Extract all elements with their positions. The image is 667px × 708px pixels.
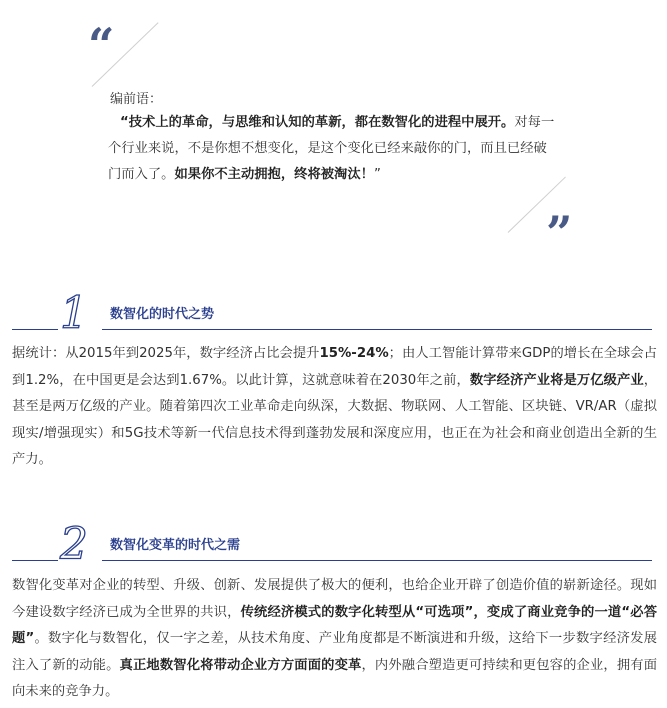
body-text: 。数字化与数智化，仅一字之差，从技术角度、产业角度都是不断演进和升级，这给下一步数字经济发展注入了新的动能。: [12, 631, 657, 673]
emphasis-text: 数字经济产业将是万亿级产业: [469, 372, 644, 388]
close-quote-icon: ”: [546, 206, 573, 260]
emphasis-text: 真正地数智化将带动企业方方面面的变革: [119, 657, 362, 673]
section-number: 1: [60, 288, 88, 339]
editor-note-label: 编前语：: [110, 92, 163, 107]
section-rule: [102, 560, 652, 561]
section-title: 数智化的时代之势: [110, 307, 215, 322]
section-rule: [102, 329, 652, 330]
section-heading-2: [0, 519, 667, 570]
section-rule-left: [12, 560, 58, 561]
emphasis-text: 如果你不主动拥抱，终将被淘汰！: [174, 167, 374, 182]
section-heading-1: [0, 288, 667, 339]
section-number: 2: [60, 519, 88, 570]
body-text: ，甚至是两万亿级的产业。随着第四次工业革命走向纵深，大数据、物联网、人工智能、区块链、VR/AR（虚拟现实/增强现实）和5G技术等新一代信息技术得到蓬勃发展和深度应用，也正在为社会和商业创造出全新的生产力。: [12, 372, 657, 467]
emphasis-text: “技术上的革命，与思维和认知的革新，都在数智化的进程中展开。: [120, 115, 515, 130]
body-text: 数智化变革对企业的转型、升级、创新、发展提供了极大的便利，也给企业开辟了创造价值的崭新途径。现如今建设数字经济已成为全世界的共识，: [12, 578, 657, 620]
section-1-paragraph: [12, 341, 657, 474]
body-text: 据统计：从2015年到2025年，数字经济占比会提升: [12, 346, 320, 361]
section-title: 数智化变革的时代之需: [110, 538, 241, 553]
emphasis-text: 传统经济模式的数字化转型从“可选项”，变成了商业竞争的一道“必答题”: [12, 604, 658, 646]
body-text: ”: [373, 167, 381, 182]
emphasis-text: 15%-24%: [319, 346, 389, 361]
body-text: ；由人工智能计算带来GDP的增长在全球会占到1.2%，在中国更是会达到1.67%。以此计算，这就意味着在2030年之前，: [12, 346, 657, 388]
open-quote-icon: “: [88, 18, 115, 72]
body-text: 对每一个行业来说，不是你想不想变化，是这个变化已经来敲你的门，而且已经破门而入了。: [108, 115, 555, 182]
section-rule-left: [12, 329, 58, 330]
body-text: ，内外融合塑造更可持续和更包容的企业，拥有面向未来的竞争力。: [12, 657, 658, 699]
editor-note-text: [108, 110, 558, 188]
section-2-paragraph: [12, 573, 657, 706]
